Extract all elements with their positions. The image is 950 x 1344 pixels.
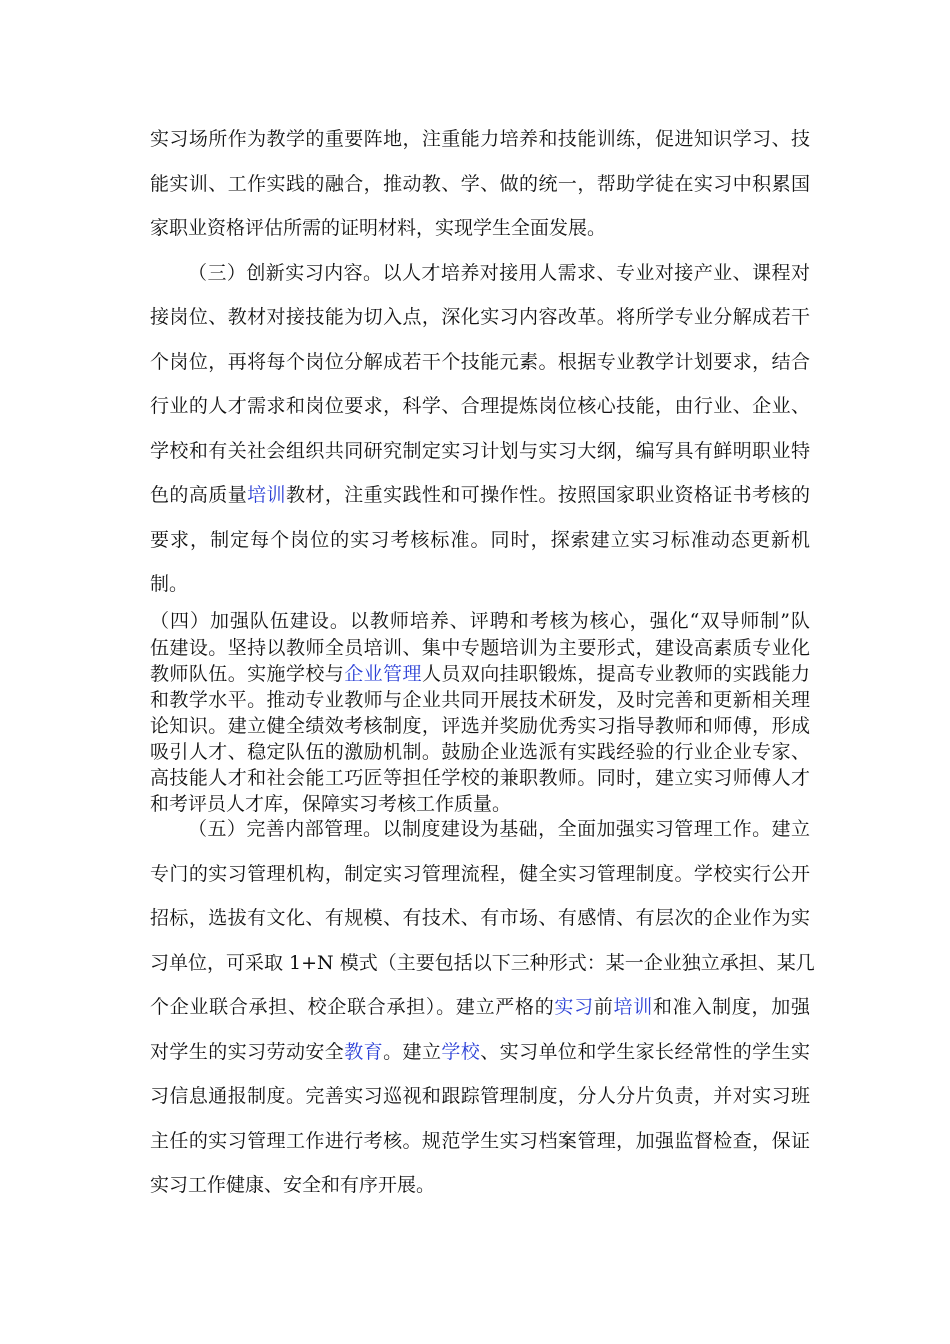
link-training[interactable]: 培训	[247, 484, 286, 506]
paragraph-line	[150, 1040, 810, 1064]
link-enterprise-management[interactable]: 企业管理	[344, 663, 422, 685]
paragraph-line: 高技能人才和社会能工巧匠等担任学校的兼职教师。同时，建立实习师傅人才	[150, 767, 810, 789]
paragraph-line: 行业的人才需求和岗位要求，科学、合理提炼岗位核心技能，由行业、企业、	[150, 395, 810, 417]
link-training[interactable]: 培训	[613, 996, 653, 1018]
paragraph-line: 伍建设。坚持以教师全员培训、集中专题培训为主要形式，建设高素质专业化	[150, 637, 810, 659]
paragraph-line: 实习工作健康、安全和有序开展。	[150, 1174, 436, 1196]
paragraph-line	[150, 662, 810, 686]
paragraph-line: 习信息通报制度。完善实习巡视和跟踪管理制度，分人分片负责，并对实习班	[150, 1085, 810, 1107]
paragraph-line: 主任的实习管理工作进行考核。规范学生实习档案管理，加强监督检查，保证	[150, 1130, 810, 1152]
text-run: 人员双向挂职锻炼，提高专业教师的实践能力	[421, 663, 810, 685]
paragraph-line	[150, 995, 810, 1019]
paragraph-line: （三）创新实习内容。以人才培养对接用人需求、专业对接产业、课程对	[188, 262, 810, 284]
text-run: 、实习单位和学生家长经常性的学生实	[480, 1041, 810, 1063]
paragraph-line: 制。	[150, 573, 189, 595]
text-run: 色的高质量	[150, 484, 248, 506]
text-run: 和准入制度，加强	[652, 996, 810, 1018]
paragraph-line: 学校和有关社会组织共同研究制定实习计划与实习大纲，编写具有鲜明职业特	[150, 440, 810, 462]
link-internship[interactable]: 实习	[554, 996, 594, 1018]
text-run: 教材，注重实践性和可操作性。按照国家职业资格证书考核的	[285, 484, 810, 506]
paragraph-line: 和教学水平。推动专业教师与企业共同开展技术研发，及时完善和更新相关理	[150, 689, 810, 711]
paragraph-line: （四）加强队伍建设。以教师培养、评聘和考核为核心，强化“双导师制”队	[150, 610, 810, 632]
paragraph-line: 要求，制定每个岗位的实习考核标准。同时，探索建立实习标准动态更新机	[150, 529, 810, 551]
link-education[interactable]: 教育	[344, 1041, 384, 1063]
paragraph-line: 实习场所作为教学的重要阵地，注重能力培养和技能训练，促进知识学习、技	[150, 128, 810, 150]
text-run: 个企业联合承担、校企联合承担）。建立严格的	[150, 996, 555, 1018]
paragraph-line: 个岗位，再将每个岗位分解成若干个技能元素。根据专业教学计划要求，结合	[150, 351, 810, 373]
text-run: 前	[593, 996, 614, 1018]
paragraph-line: 专门的实习管理机构，制定实习管理流程，健全实习管理制度。学校实行公开	[150, 863, 810, 885]
text-run: 。建立	[383, 1041, 442, 1063]
paragraph-line: 和考评员人才库，保障实习考核工作质量。	[150, 793, 512, 815]
paragraph-line: 能实训、工作实践的融合，推动教、学、做的统一，帮助学徒在实习中积累国	[150, 173, 810, 195]
text-run: 对学生的实习劳动安全	[150, 1041, 345, 1063]
text-run: 教师队伍。实施学校与	[150, 663, 345, 685]
paragraph-line: 家职业资格评估所需的证明材料，实现学生全面发展。	[150, 217, 607, 239]
paragraph-line: （五）完善内部管理。以制度建设为基础，全面加强实习管理工作。建立	[188, 818, 810, 840]
link-school[interactable]: 学校	[441, 1041, 481, 1063]
paragraph-line: 习单位，可采取 1+N 模式（主要包括以下三种形式：某一企业独立承担、某几	[150, 952, 815, 974]
paragraph-line: 吸引人才、稳定队伍的激励机制。鼓励企业选派有实践经验的行业企业专家、	[150, 741, 810, 763]
paragraph-line	[150, 483, 810, 507]
paragraph-line: 接岗位、教材对接技能为切入点，深化实习内容改革。将所学专业分解成若干	[150, 306, 810, 328]
paragraph-line: 论知识。建立健全绩效考核制度，评选并奖励优秀实习指导教师和师傅，形成	[150, 715, 810, 737]
paragraph-line: 招标，选拔有文化、有规模、有技术、有市场、有感情、有层次的企业作为实	[150, 907, 810, 929]
